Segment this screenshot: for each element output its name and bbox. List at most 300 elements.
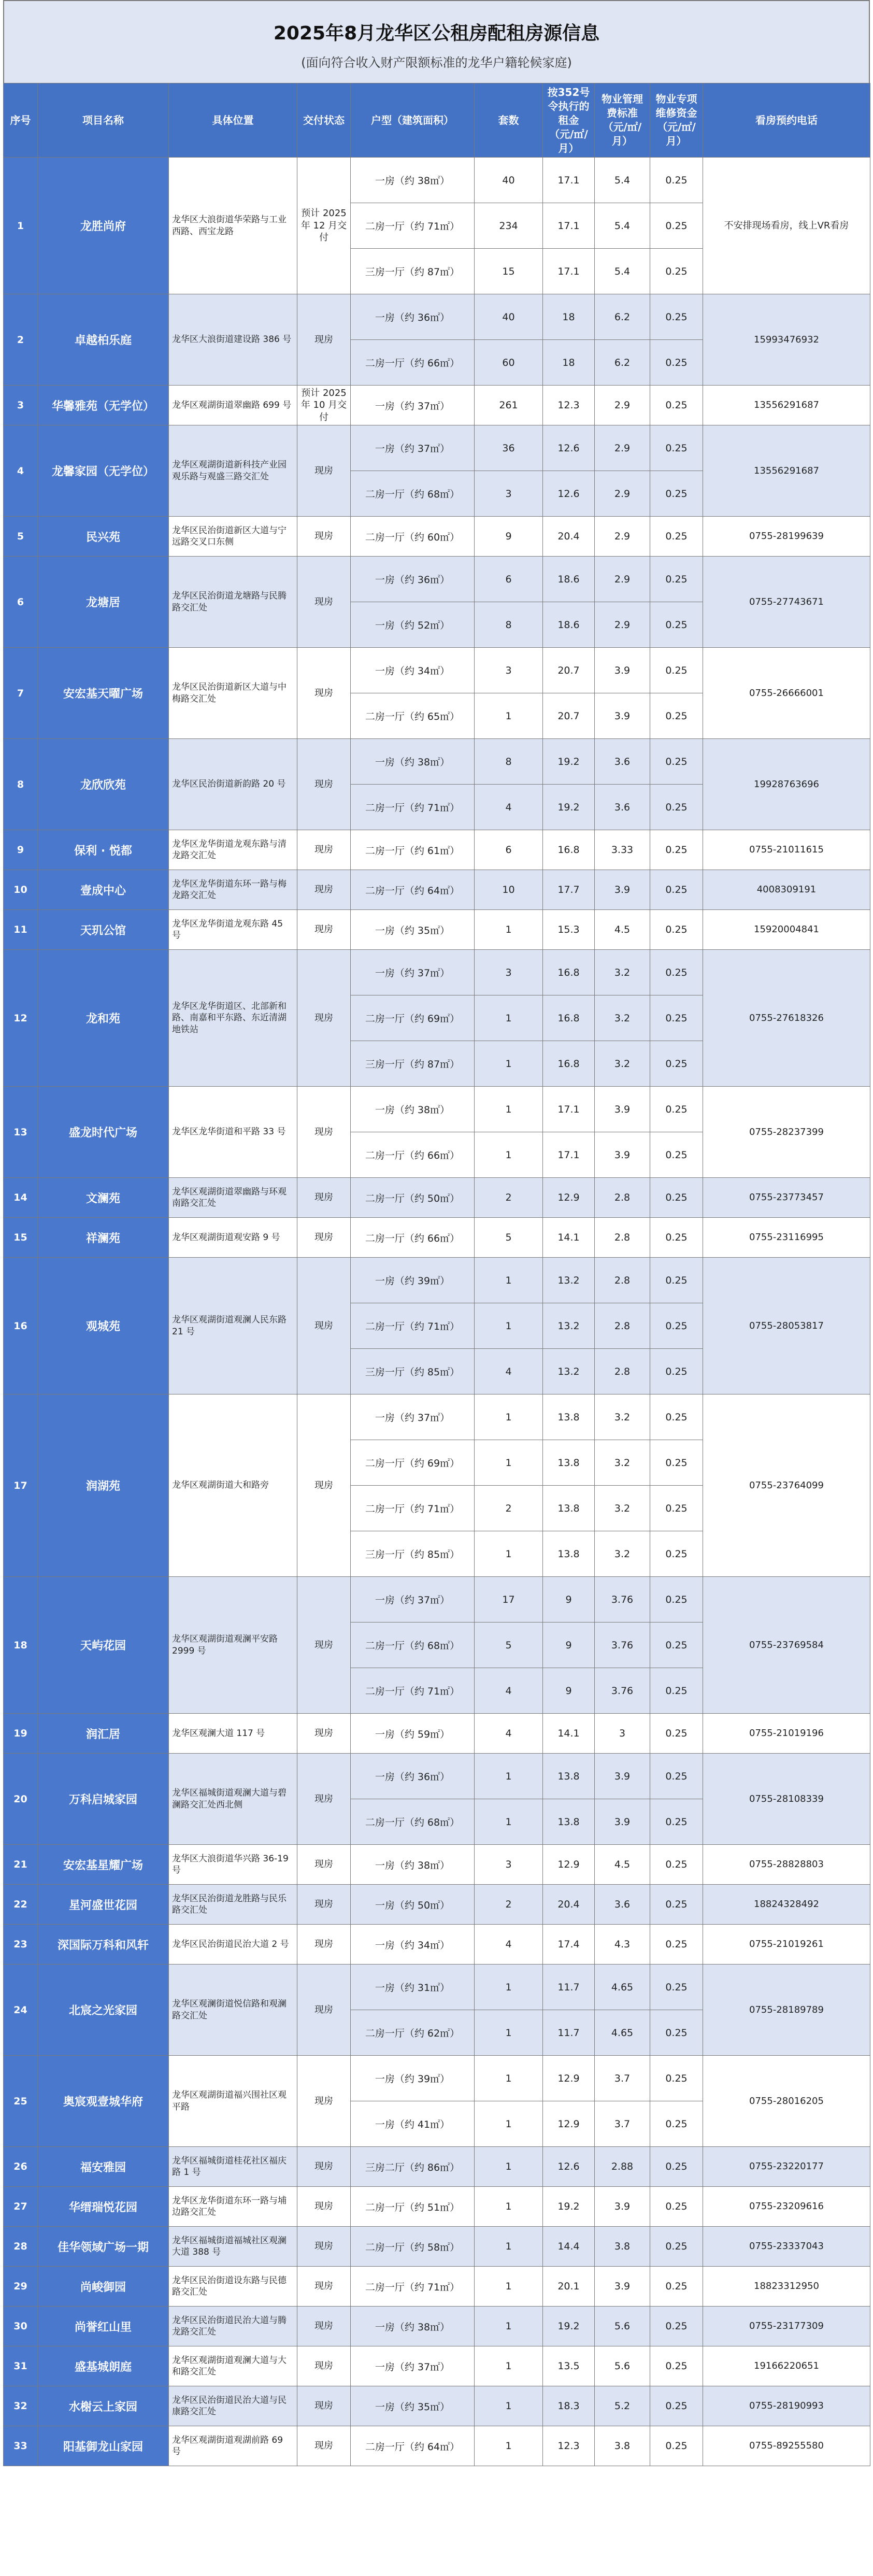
unit-type: 二房一厅（约 65㎡）: [351, 693, 475, 739]
maintenance-fund: 0.25: [650, 203, 703, 249]
unit-count: 234: [475, 203, 543, 249]
maintenance-fund: 0.25: [650, 517, 703, 557]
property-fee: 4.5: [595, 1845, 650, 1885]
unit-count: 5: [475, 1623, 543, 1668]
maintenance-fund: 0.25: [650, 1041, 703, 1087]
property-fee: 3.9: [595, 1754, 650, 1799]
unit-rent: 13.8: [543, 1754, 595, 1799]
unit-count: 1: [475, 693, 543, 739]
col-header-fee: 物业管理费标准（元/㎡/月）: [595, 83, 650, 158]
project-name: 民兴苑: [38, 517, 169, 557]
viewing-contact: 不安排现场看房，线上VR看房: [703, 158, 870, 294]
property-fee: 3.9: [595, 1087, 650, 1132]
unit-type: 三房一厅（约 85㎡）: [351, 1349, 475, 1394]
project-name: 华缙瑞悦花园: [38, 2187, 169, 2227]
unit-count: 4: [475, 1714, 543, 1754]
maintenance-fund: 0.25: [650, 602, 703, 648]
table-row: [4, 1754, 870, 1799]
project-location: 龙华区龙华街道龙观东路 45 号: [169, 910, 297, 950]
delivery-status: 现房: [297, 2147, 351, 2187]
project-name: 安宏基天曜广场: [38, 648, 169, 739]
table-row: [4, 1714, 870, 1754]
viewing-contact: 0755-21011615: [703, 830, 870, 870]
unit-rent: 17.7: [543, 870, 595, 910]
unit-rent: 17.4: [543, 1925, 595, 1965]
project-location: 龙华区民治街道新区大道与宁远路交叉口东侧: [169, 517, 297, 557]
project-name: 安宏基星耀广场: [38, 1845, 169, 1885]
unit-count: 1: [475, 2056, 543, 2101]
project-name: 文澜苑: [38, 1178, 169, 1218]
viewing-contact: 0755-28108339: [703, 1754, 870, 1845]
unit-count: 1: [475, 1258, 543, 1303]
property-fee: 3.76: [595, 1577, 650, 1623]
project-location: 龙华区民治街道设东路与民德路交汇处: [169, 2267, 297, 2307]
project-location: 龙华区民治街道民治大道与民康路交汇处: [169, 2386, 297, 2426]
unit-count: 3: [475, 471, 543, 517]
unit-count: 1: [475, 1394, 543, 1440]
viewing-contact: 18823312950: [703, 2267, 870, 2307]
project-no: 33: [4, 2426, 38, 2466]
project-name: 龙胜尚府: [38, 158, 169, 294]
unit-count: 1: [475, 1087, 543, 1132]
property-fee: 3.6: [595, 1885, 650, 1925]
project-no: 23: [4, 1925, 38, 1965]
table-row: [4, 1965, 870, 2010]
maintenance-fund: 0.25: [650, 1623, 703, 1668]
project-no: 17: [4, 1394, 38, 1577]
delivery-status: 现房: [297, 2056, 351, 2147]
maintenance-fund: 0.25: [650, 2147, 703, 2187]
project-location: 龙华区观澜大道 117 号: [169, 1714, 297, 1754]
unit-count: 1: [475, 2227, 543, 2267]
unit-count: 1: [475, 910, 543, 950]
maintenance-fund: 0.25: [650, 557, 703, 602]
project-no: 31: [4, 2346, 38, 2386]
unit-rent: 13.2: [543, 1349, 595, 1394]
sheet-title: 2025年8月龙华区公租房配租房源信息: [273, 23, 600, 44]
table-row: [4, 2147, 870, 2187]
property-fee: 3.2: [595, 1041, 650, 1087]
unit-rent: 12.6: [543, 425, 595, 471]
project-no: 20: [4, 1754, 38, 1845]
table-row: [4, 739, 870, 785]
project-location: 龙华区民治街道龙胜路与民乐路交汇处: [169, 1885, 297, 1925]
maintenance-fund: 0.25: [650, 1754, 703, 1799]
unit-type: 二房一厅（约 60㎡）: [351, 517, 475, 557]
project-location: 龙华区观湖街道观澜平安路 2999 号: [169, 1577, 297, 1714]
delivery-status: 现房: [297, 1965, 351, 2056]
maintenance-fund: 0.25: [650, 693, 703, 739]
maintenance-fund: 0.25: [650, 1577, 703, 1623]
maintenance-fund: 0.25: [650, 2187, 703, 2227]
unit-type: 一房（约 52㎡）: [351, 602, 475, 648]
unit-count: 1: [475, 2187, 543, 2227]
unit-count: 10: [475, 870, 543, 910]
property-fee: 2.9: [595, 425, 650, 471]
header-row: [4, 83, 870, 158]
unit-type: 三房一厅（约 87㎡）: [351, 249, 475, 294]
project-no: 2: [4, 294, 38, 386]
delivery-status: 现房: [297, 2307, 351, 2346]
project-no: 5: [4, 517, 38, 557]
unit-rent: 18: [543, 294, 595, 340]
viewing-contact: 18824328492: [703, 1885, 870, 1925]
maintenance-fund: 0.25: [650, 1394, 703, 1440]
property-fee: 2.9: [595, 386, 650, 425]
unit-rent: 16.8: [543, 950, 595, 995]
table-row: [4, 1394, 870, 1440]
project-name: 水榭云上家园: [38, 2386, 169, 2426]
maintenance-fund: 0.25: [650, 1303, 703, 1349]
maintenance-fund: 0.25: [650, 2346, 703, 2386]
unit-count: 261: [475, 386, 543, 425]
unit-type: 一房（约 35㎡）: [351, 2386, 475, 2426]
delivery-status: 预计 2025 年 10 月交付: [297, 386, 351, 425]
unit-count: 4: [475, 1349, 543, 1394]
table-row: [4, 2426, 870, 2466]
unit-type: 一房（约 41㎡）: [351, 2101, 475, 2147]
property-fee: 3.9: [595, 648, 650, 693]
property-fee: 2.88: [595, 2147, 650, 2187]
project-location: 龙华区观澜街道悦信路和观澜路交汇处: [169, 1965, 297, 2056]
unit-count: 1: [475, 1041, 543, 1087]
delivery-status: 现房: [297, 950, 351, 1087]
property-fee: 3.6: [595, 739, 650, 785]
unit-type: 三房二厅（约 86㎡）: [351, 2147, 475, 2187]
table-row: [4, 1577, 870, 1623]
unit-rent: 17.1: [543, 158, 595, 203]
project-location: 龙华区观湖街道观安路 9 号: [169, 1218, 297, 1258]
property-fee: 4.65: [595, 2010, 650, 2056]
project-location: 龙华区观湖街道观湖前路 69 号: [169, 2426, 297, 2466]
project-location: 龙华区民治街道龙塘路与民腾路交汇处: [169, 557, 297, 648]
unit-type: 二房一厅（约 58㎡）: [351, 2227, 475, 2267]
unit-rent: 14.1: [543, 1714, 595, 1754]
maintenance-fund: 0.25: [650, 1218, 703, 1258]
project-no: 24: [4, 1965, 38, 2056]
unit-rent: 20.4: [543, 517, 595, 557]
unit-rent: 16.8: [543, 995, 595, 1041]
table-row: [4, 386, 870, 425]
viewing-contact: 0755-28190993: [703, 2386, 870, 2426]
unit-rent: 18: [543, 340, 595, 386]
property-fee: 3.9: [595, 1132, 650, 1178]
project-location: 龙华区龙华街道区、北部新和路、南嘉和平东路、东近清湖地铁站: [169, 950, 297, 1087]
property-fee: 3.2: [595, 1531, 650, 1577]
maintenance-fund: 0.25: [650, 1925, 703, 1965]
maintenance-fund: 0.25: [650, 1087, 703, 1132]
project-name: 祥澜苑: [38, 1218, 169, 1258]
property-fee: 2.8: [595, 1218, 650, 1258]
property-fee: 3.2: [595, 1440, 650, 1486]
col-header-contact: 看房预约电话: [703, 83, 870, 158]
project-no: 10: [4, 870, 38, 910]
project-no: 22: [4, 1885, 38, 1925]
maintenance-fund: 0.25: [650, 870, 703, 910]
unit-rent: 12.3: [543, 386, 595, 425]
project-name: 润湖苑: [38, 1394, 169, 1577]
unit-type: 二房一厅（约 71㎡）: [351, 1668, 475, 1714]
project-name: 盛基城朗庭: [38, 2346, 169, 2386]
unit-type: 一房（约 39㎡）: [351, 2056, 475, 2101]
unit-type: 一房（约 37㎡）: [351, 1577, 475, 1623]
property-fee: 3.9: [595, 1799, 650, 1845]
table-row: [4, 2386, 870, 2426]
viewing-contact: 0755-23177309: [703, 2307, 870, 2346]
maintenance-fund: 0.25: [650, 2227, 703, 2267]
property-fee: 2.8: [595, 1349, 650, 1394]
unit-type: 一房（约 38㎡）: [351, 2307, 475, 2346]
property-fee: 2.8: [595, 1178, 650, 1218]
unit-rent: 13.8: [543, 1440, 595, 1486]
viewing-contact: 0755-23773457: [703, 1178, 870, 1218]
property-fee: 5.6: [595, 2307, 650, 2346]
property-fee: 3.7: [595, 2101, 650, 2147]
delivery-status: 现房: [297, 1925, 351, 1965]
property-fee: 6.2: [595, 294, 650, 340]
unit-rent: 12.3: [543, 2426, 595, 2466]
unit-rent: 12.9: [543, 1178, 595, 1218]
unit-rent: 14.4: [543, 2227, 595, 2267]
col-header-rent: 按352号令执行的租金（元/㎡/月）: [543, 83, 595, 158]
property-fee: 2.9: [595, 471, 650, 517]
unit-type: 二房一厅（约 62㎡）: [351, 2010, 475, 2056]
unit-rent: 12.6: [543, 471, 595, 517]
col-header-location: 具体位置: [169, 83, 297, 158]
unit-rent: 9: [543, 1623, 595, 1668]
viewing-contact: 13556291687: [703, 386, 870, 425]
unit-rent: 17.1: [543, 203, 595, 249]
project-name: 星河盛世花园: [38, 1885, 169, 1925]
project-name: 保利 · 悦都: [38, 830, 169, 870]
maintenance-fund: 0.25: [650, 1531, 703, 1577]
project-no: 7: [4, 648, 38, 739]
property-fee: 5.2: [595, 2386, 650, 2426]
unit-type: 二房一厅（约 71㎡）: [351, 1303, 475, 1349]
project-no: 13: [4, 1087, 38, 1178]
unit-rent: 11.7: [543, 2010, 595, 2056]
unit-count: 6: [475, 557, 543, 602]
table-row: [4, 2187, 870, 2227]
unit-type: 二房一厅（约 68㎡）: [351, 1623, 475, 1668]
delivery-status: 现房: [297, 1178, 351, 1218]
table-row: [4, 1925, 870, 1965]
unit-type: 二房一厅（约 66㎡）: [351, 1218, 475, 1258]
unit-type: 一房（约 38㎡）: [351, 739, 475, 785]
maintenance-fund: 0.25: [650, 2267, 703, 2307]
table-row: [4, 1087, 870, 1132]
table-row: [4, 1218, 870, 1258]
maintenance-fund: 0.25: [650, 386, 703, 425]
sheet-subtitle: (面向符合收入财产限额标准的龙华户籍轮候家庭): [301, 55, 572, 70]
unit-count: 40: [475, 294, 543, 340]
unit-count: 40: [475, 158, 543, 203]
unit-type: 一房（约 34㎡）: [351, 1925, 475, 1965]
project-name: 龙馨家园（无学位）: [38, 425, 169, 517]
delivery-status: 现房: [297, 1394, 351, 1577]
project-no: 8: [4, 739, 38, 830]
viewing-contact: 19166220651: [703, 2346, 870, 2386]
col-header-count: 套数: [475, 83, 543, 158]
delivery-status: 现房: [297, 294, 351, 386]
project-no: 1: [4, 158, 38, 294]
property-fee: 5.4: [595, 158, 650, 203]
project-location: 龙华区观湖街道翠幽路与环观南路交汇处: [169, 1178, 297, 1218]
delivery-status: 现房: [297, 739, 351, 830]
unit-count: 4: [475, 1925, 543, 1965]
project-name: 盛龙时代广场: [38, 1087, 169, 1178]
unit-count: 2: [475, 1486, 543, 1531]
unit-type: 一房（约 36㎡）: [351, 1754, 475, 1799]
table-row: [4, 2056, 870, 2101]
project-location: 龙华区观湖街道观澜人民东路 21 号: [169, 1258, 297, 1394]
unit-count: 36: [475, 425, 543, 471]
property-fee: 4.3: [595, 1925, 650, 1965]
unit-rent: 19.2: [543, 785, 595, 830]
unit-count: 2: [475, 1178, 543, 1218]
property-fee: 5.4: [595, 249, 650, 294]
maintenance-fund: 0.25: [650, 2307, 703, 2346]
project-no: 9: [4, 830, 38, 870]
project-no: 11: [4, 910, 38, 950]
unit-type: 一房（约 37㎡）: [351, 425, 475, 471]
project-name: 北宸之光家园: [38, 1965, 169, 2056]
project-location: 龙华区大浪街道华荣路与工业西路、西宝龙路: [169, 158, 297, 294]
viewing-contact: 0755-23337043: [703, 2227, 870, 2267]
col-header-status: 交付状态: [297, 83, 351, 158]
property-fee: 3.9: [595, 2267, 650, 2307]
unit-type: 二房一厅（约 69㎡）: [351, 1440, 475, 1486]
property-fee: 3.9: [595, 2187, 650, 2227]
property-fee: 3.76: [595, 1668, 650, 1714]
delivery-status: 现房: [297, 2386, 351, 2426]
unit-rent: 11.7: [543, 1965, 595, 2010]
project-name: 万科启城家园: [38, 1754, 169, 1845]
project-name: 壹成中心: [38, 870, 169, 910]
project-name: 龙欣欣苑: [38, 739, 169, 830]
delivery-status: 现房: [297, 2187, 351, 2227]
unit-type: 二房一厅（约 69㎡）: [351, 995, 475, 1041]
delivery-status: 现房: [297, 2267, 351, 2307]
property-fee: 5.6: [595, 2346, 650, 2386]
table-row: [4, 1258, 870, 1303]
viewing-contact: 0755-23769584: [703, 1577, 870, 1714]
maintenance-fund: 0.25: [650, 1885, 703, 1925]
project-name: 龙塘居: [38, 557, 169, 648]
unit-rent: 13.8: [543, 1394, 595, 1440]
unit-count: 3: [475, 950, 543, 995]
unit-count: 5: [475, 1218, 543, 1258]
project-location: 龙华区观湖街道福兴围社区观平路: [169, 2056, 297, 2147]
project-location: 龙华区龙华街道东环一路与埔边路交汇处: [169, 2187, 297, 2227]
unit-type: 一房（约 31㎡）: [351, 1965, 475, 2010]
delivery-status: 现房: [297, 1714, 351, 1754]
delivery-status: 现房: [297, 1845, 351, 1885]
maintenance-fund: 0.25: [650, 2386, 703, 2426]
project-name: 天屿花园: [38, 1577, 169, 1714]
unit-type: 一房（约 37㎡）: [351, 1394, 475, 1440]
unit-rent: 20.1: [543, 2267, 595, 2307]
project-name: 天玑公馆: [38, 910, 169, 950]
viewing-contact: 19928763696: [703, 739, 870, 830]
project-no: 4: [4, 425, 38, 517]
unit-rent: 13.2: [543, 1258, 595, 1303]
unit-count: 1: [475, 1799, 543, 1845]
project-location: 龙华区观湖街道大和路旁: [169, 1394, 297, 1577]
unit-rent: 13.8: [543, 1486, 595, 1531]
unit-rent: 19.2: [543, 739, 595, 785]
delivery-status: 现房: [297, 1577, 351, 1714]
unit-type: 一房（约 38㎡）: [351, 1087, 475, 1132]
viewing-contact: 0755-28016205: [703, 2056, 870, 2147]
property-fee: 3: [595, 1714, 650, 1754]
delivery-status: 现房: [297, 425, 351, 517]
unit-type: 二房一厅（约 50㎡）: [351, 1178, 475, 1218]
unit-type: 二房一厅（约 61㎡）: [351, 830, 475, 870]
project-location: 龙华区民治街道民治大道 2 号: [169, 1925, 297, 1965]
property-fee: 3.2: [595, 1486, 650, 1531]
table-row: [4, 950, 870, 995]
unit-type: 一房（约 37㎡）: [351, 386, 475, 425]
property-fee: 3.9: [595, 870, 650, 910]
viewing-contact: 0755-23209616: [703, 2187, 870, 2227]
unit-type: 二房一厅（约 64㎡）: [351, 870, 475, 910]
delivery-status: 现房: [297, 1754, 351, 1845]
maintenance-fund: 0.25: [650, 158, 703, 203]
unit-count: 1: [475, 1754, 543, 1799]
viewing-contact: 0755-23116995: [703, 1218, 870, 1258]
unit-count: 15: [475, 249, 543, 294]
property-fee: 3.8: [595, 2227, 650, 2267]
maintenance-fund: 0.25: [650, 1714, 703, 1754]
maintenance-fund: 0.25: [650, 340, 703, 386]
maintenance-fund: 0.25: [650, 1965, 703, 2010]
delivery-status: 现房: [297, 870, 351, 910]
viewing-contact: 15993476932: [703, 294, 870, 386]
maintenance-fund: 0.25: [650, 1258, 703, 1303]
viewing-contact: 0755-21019261: [703, 1925, 870, 1965]
unit-count: 9: [475, 517, 543, 557]
unit-type: 二房一厅（约 68㎡）: [351, 471, 475, 517]
unit-type: 二房一厅（约 51㎡）: [351, 2187, 475, 2227]
unit-count: 1: [475, 2147, 543, 2187]
table-row: [4, 1178, 870, 1218]
delivery-status: 预计 2025 年 12 月交付: [297, 158, 351, 294]
viewing-contact: 0755-28237399: [703, 1087, 870, 1178]
table-row: [4, 294, 870, 340]
project-name: 奥宸观壹城华府: [38, 2056, 169, 2147]
project-name: 阳基御龙山家园: [38, 2426, 169, 2466]
maintenance-fund: 0.25: [650, 830, 703, 870]
maintenance-fund: 0.25: [650, 1845, 703, 1885]
unit-rent: 12.6: [543, 2147, 595, 2187]
unit-type: 二房一厅（约 71㎡）: [351, 785, 475, 830]
table-row: [4, 2346, 870, 2386]
project-no: 6: [4, 557, 38, 648]
unit-count: 1: [475, 2426, 543, 2466]
maintenance-fund: 0.25: [650, 1349, 703, 1394]
delivery-status: 现房: [297, 2346, 351, 2386]
unit-rent: 12.9: [543, 2101, 595, 2147]
project-name: 龙和苑: [38, 950, 169, 1087]
project-name: 观城苑: [38, 1258, 169, 1394]
maintenance-fund: 0.25: [650, 1799, 703, 1845]
col-header-fund: 物业专项维修资金（元/㎡/月）: [650, 83, 703, 158]
property-fee: 6.2: [595, 340, 650, 386]
unit-type: 二房一厅（约 66㎡）: [351, 340, 475, 386]
unit-rent: 20.4: [543, 1885, 595, 1925]
project-location: 龙华区龙华街道东环一路与梅龙路交汇处: [169, 870, 297, 910]
